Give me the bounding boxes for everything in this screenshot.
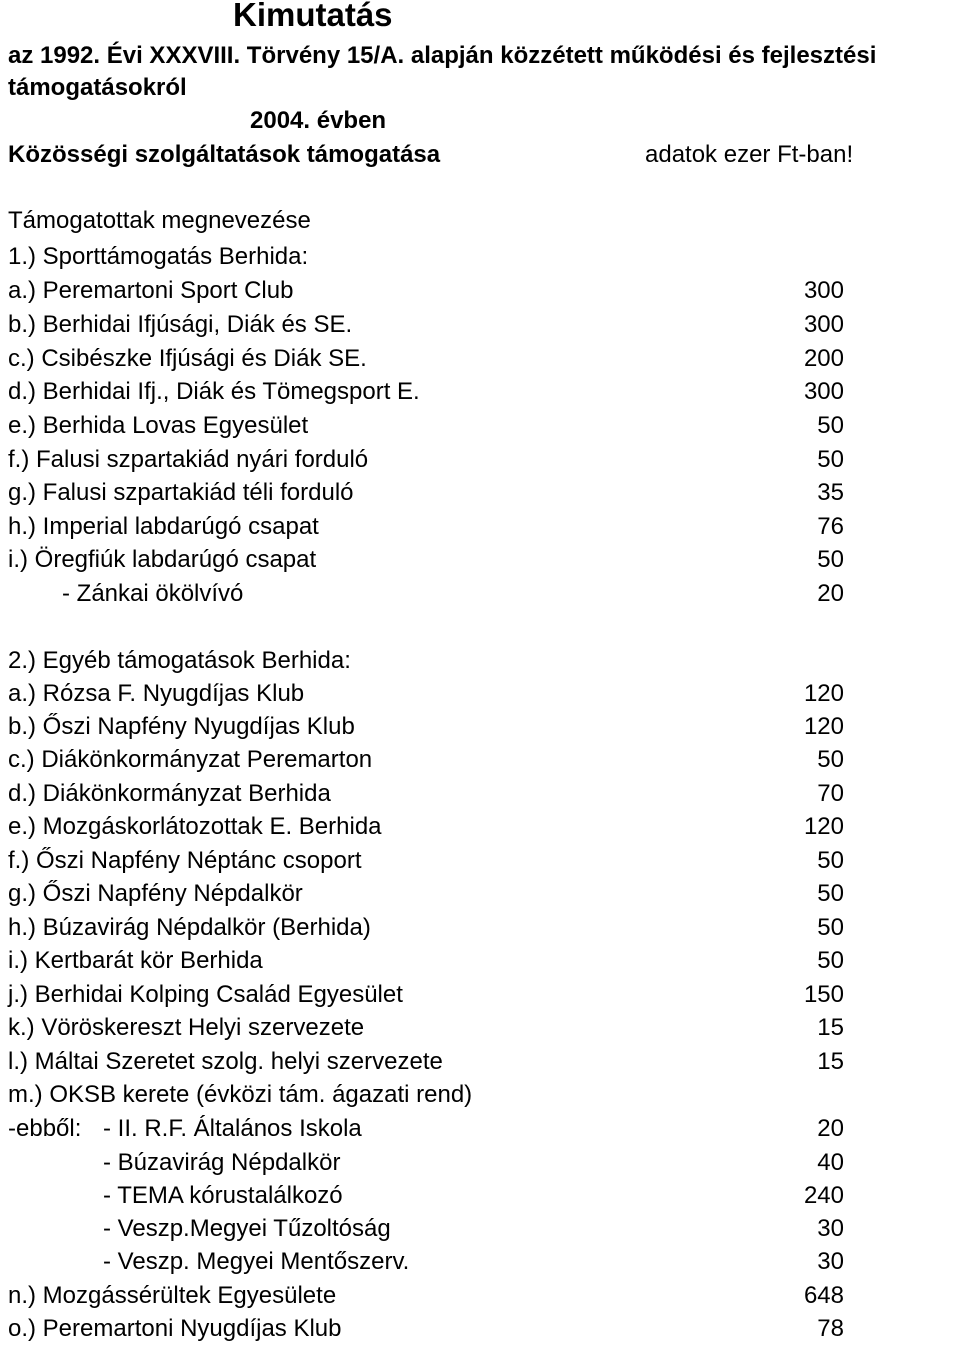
list-subitem: -ebből: - II. R.F. Általános Iskola 20: [8, 1115, 844, 1142]
list-item: c.) Csibészke Ifjúsági és Diák SE. 200: [8, 345, 844, 372]
list-item: g.) Őszi Napfény Népdalkör 50: [8, 880, 844, 907]
header-law-line-2: támogatásokról: [8, 74, 187, 101]
list-item: - Zánkai ökölvívó 20: [62, 580, 844, 607]
list-item: g.) Falusi szpartakiád téli forduló 35: [8, 479, 844, 506]
group-1-title: 1.) Sporttámogatás Berhida:: [8, 243, 309, 270]
list-item: e.) Berhida Lovas Egyesület 50: [8, 412, 844, 439]
list-item: f.) Őszi Napfény Néptánc csoport 50: [8, 847, 844, 874]
list-item: m.) OKSB kerete (évközi tám. ágazati rend): [8, 1081, 473, 1108]
group-2-title: 2.) Egyéb támogatások Berhida:: [8, 647, 351, 674]
list-subitem: - Veszp.Megyei Tűzoltóság 30: [103, 1215, 844, 1242]
list-subitem: - Búzavirág Népdalkör 40: [103, 1149, 844, 1176]
header-law-line: az 1992. Évi XXXVIII. Törvény 15/A. alapján közzétett működési és fejlesztési: [8, 42, 877, 69]
list-item: k.) Vöröskereszt Helyi szervezete 15: [8, 1014, 844, 1041]
list-item: i.) Öregfiúk labdarúgó csapat 50: [8, 546, 844, 573]
list-item: j.) Berhidai Kolping Család Egyesület 150: [8, 981, 844, 1008]
header-unit-note: adatok ezer Ft-ban!: [645, 141, 854, 168]
list-item: f.) Falusi szpartakiád nyári forduló 50: [8, 446, 844, 473]
list-item: o.) Peremartoni Nyugdíjas Klub 78: [8, 1315, 844, 1342]
list-item: i.) Kertbarát kör Berhida 50: [8, 947, 844, 974]
list-item: h.) Búzavirág Népdalkör (Berhida) 50: [8, 914, 844, 941]
list-subitem: - TEMA kórustalálkozó 240: [103, 1182, 844, 1209]
list-item: d.) Berhidai Ifj., Diák és Tömegsport E. 300: [8, 378, 844, 405]
header-section: Közösségi szolgáltatások támogatása: [8, 141, 441, 168]
list-item: a.) Peremartoni Sport Club 300: [8, 277, 844, 304]
list-subitem: - Veszp. Megyei Mentőszerv. 30: [103, 1248, 844, 1275]
list-item: n.) Mozgássérültek Egyesülete 648: [8, 1282, 844, 1309]
column-header: Támogatottak megnevezése: [8, 207, 311, 234]
list-item: a.) Rózsa F. Nyugdíjas Klub 120: [8, 680, 844, 707]
list-item: h.) Imperial labdarúgó csapat 76: [8, 513, 844, 540]
list-item: b.) Őszi Napfény Nyugdíjas Klub 120: [8, 713, 844, 740]
list-item: b.) Berhidai Ifjúsági, Diák és SE. 300: [8, 311, 844, 338]
list-item: d.) Diákönkormányzat Berhida 70: [8, 780, 844, 807]
list-item: l.) Máltai Szeretet szolg. helyi szervezete 15: [8, 1048, 844, 1075]
list-item: c.) Diákönkormányzat Peremarton 50: [8, 746, 844, 773]
header-year: 2004. évben: [250, 107, 387, 134]
page-title: Kimutatás: [233, 0, 393, 33]
list-item: e.) Mozgáskorlátozottak E. Berhida 120: [8, 813, 844, 840]
